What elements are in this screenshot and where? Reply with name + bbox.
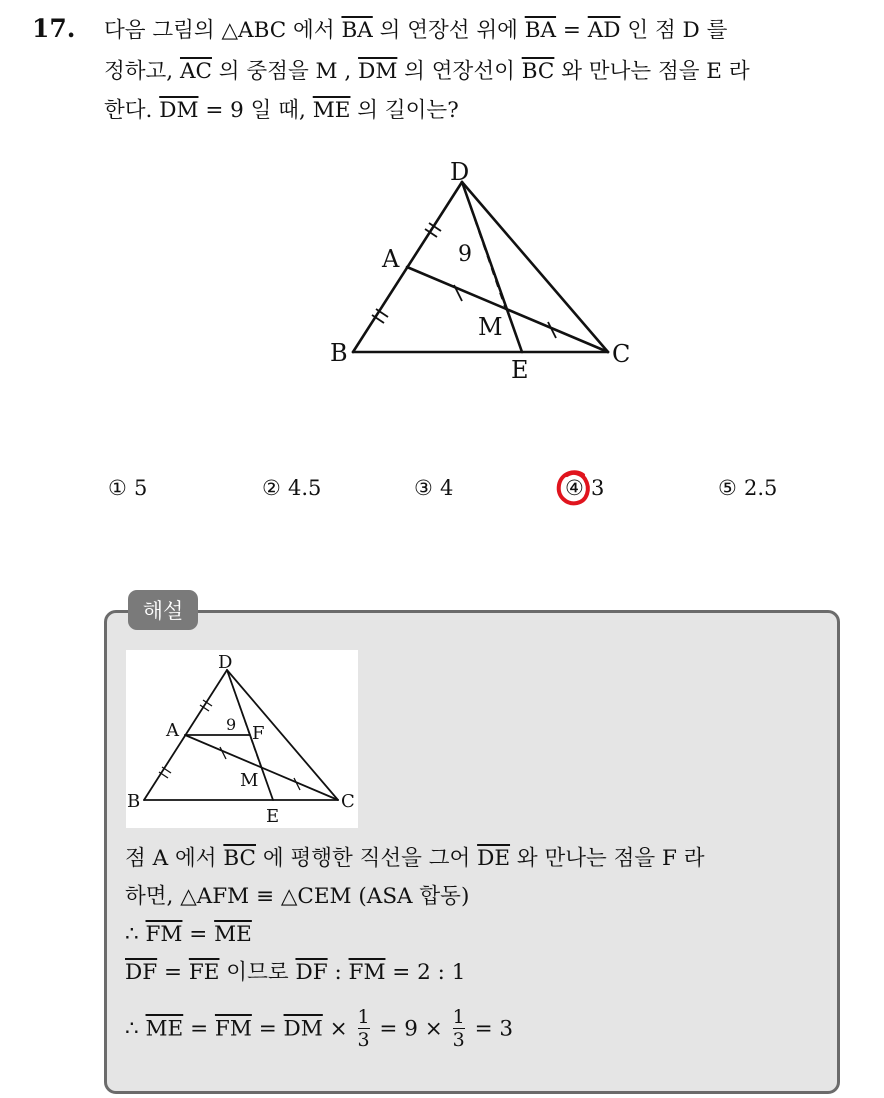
triangle-figure — [326, 155, 646, 395]
segment-me: $\overline{ME}$ — [312, 98, 351, 123]
segment-fe: $\overline{FE}$ — [188, 960, 220, 985]
segment-bc: $\overline{BC}$ — [521, 59, 555, 84]
segment-me: $\overline{ME}$ — [214, 922, 252, 947]
solution-figure-panel — [126, 650, 358, 828]
segment-dm: $\overline{DM}$ — [283, 1016, 323, 1042]
fraction-one-third: $\frac{1}{3}$ — [452, 1006, 465, 1051]
segment-de: $\overline{DE}$ — [477, 846, 511, 871]
segment-df: $\overline{DF}$ — [125, 960, 158, 985]
solution-line-3: ∴ $\overline{FM} = \overline{ME}$ — [125, 922, 252, 947]
sol-label-f: F — [252, 723, 265, 744]
sol-label-d: D — [218, 652, 233, 673]
choice-2[interactable]: ② 4.5 — [262, 476, 322, 500]
solution-line-2: 하면, △AFM ≡ △CEM (ASA 합동) — [125, 884, 470, 909]
choice-3[interactable]: ③ 4 — [414, 476, 454, 500]
segment-bc: $\overline{BC}$ — [223, 846, 256, 871]
label-b: B — [330, 339, 348, 367]
sol-label-a: A — [166, 720, 179, 741]
question-number: 17. — [32, 14, 76, 43]
solution-tag: 해설 — [128, 590, 198, 630]
segment-me: $\overline{ME}$ — [145, 1016, 184, 1042]
sol-label-nine: 9 — [226, 715, 237, 734]
segment-ad: $\overline{AD}$ — [587, 18, 621, 43]
fraction-one-third: $\frac{1}{3}$ — [357, 1006, 370, 1051]
segment-fm: $\overline{FM}$ — [348, 960, 386, 985]
question-line-2: 정하고, $\overline{AC}$ 의 중점을 M , $\overline{DM}$ 의 연장선이 $\overline{BC}$ 와 만나는 점을 E 라 — [104, 59, 750, 84]
sol-label-e: E — [266, 806, 280, 827]
sol-label-c: C — [341, 791, 355, 812]
solution-line-1: 점 A 에서 $\overline{BC}$ 에 평행한 직선을 그어 $\overline{DE}$ 와 만나는 점을 F 라 — [125, 846, 705, 871]
segment-fm: $\overline{FM}$ — [214, 1016, 252, 1042]
question-line-3: 한다. $\overline{DM} = 9$ 일 때, $\overline{ME}$ 의 길이는? — [104, 98, 459, 123]
segment-dm: $\overline{DM}$ — [358, 59, 398, 84]
label-a: A — [382, 245, 400, 273]
segment-ac: $\overline{AC}$ — [179, 59, 212, 84]
choice-5[interactable]: ⑤ 2.5 — [718, 476, 778, 500]
sol-label-b: B — [127, 791, 141, 812]
solution-figure — [126, 650, 358, 828]
choice-1[interactable]: ① 5 — [108, 476, 148, 500]
label-e: E — [511, 356, 529, 384]
segment-ba: $\overline{BA}$ — [524, 18, 557, 43]
segment-dm: $\overline{DM}$ — [159, 98, 199, 123]
choice-4[interactable]: ④ 3 — [565, 476, 605, 500]
solution-line-4: $\overline{DF} = \overline{FE}$ 이므로 $\overline{DF}$ : $\overline{FM} = 2$ : 1 — [125, 960, 466, 985]
answer-circle-mark — [553, 467, 595, 509]
segment-fm: $\overline{FM}$ — [145, 922, 183, 947]
label-m: M — [478, 313, 503, 341]
label-c: C — [612, 340, 631, 368]
segment-ba: $\overline{BA}$ — [341, 18, 373, 43]
label-nine: 9 — [458, 242, 472, 267]
solution-line-5: ∴ $\overline{ME} = \overline{FM} = \overline{DM}$ × $\frac{1}{3}$ = 9 × $\frac{1}{3}$ = 3 — [125, 1006, 514, 1051]
segment-df: $\overline{DF}$ — [295, 960, 328, 985]
question-line-1: 다음 그림의 △ABC 에서 $\overline{BA}$ 의 연장선 위에 $\overline{BA} = \overline{AD}$ 인 점 D 를 — [104, 18, 728, 43]
label-d: D — [450, 158, 470, 186]
sol-label-m: M — [240, 770, 259, 791]
